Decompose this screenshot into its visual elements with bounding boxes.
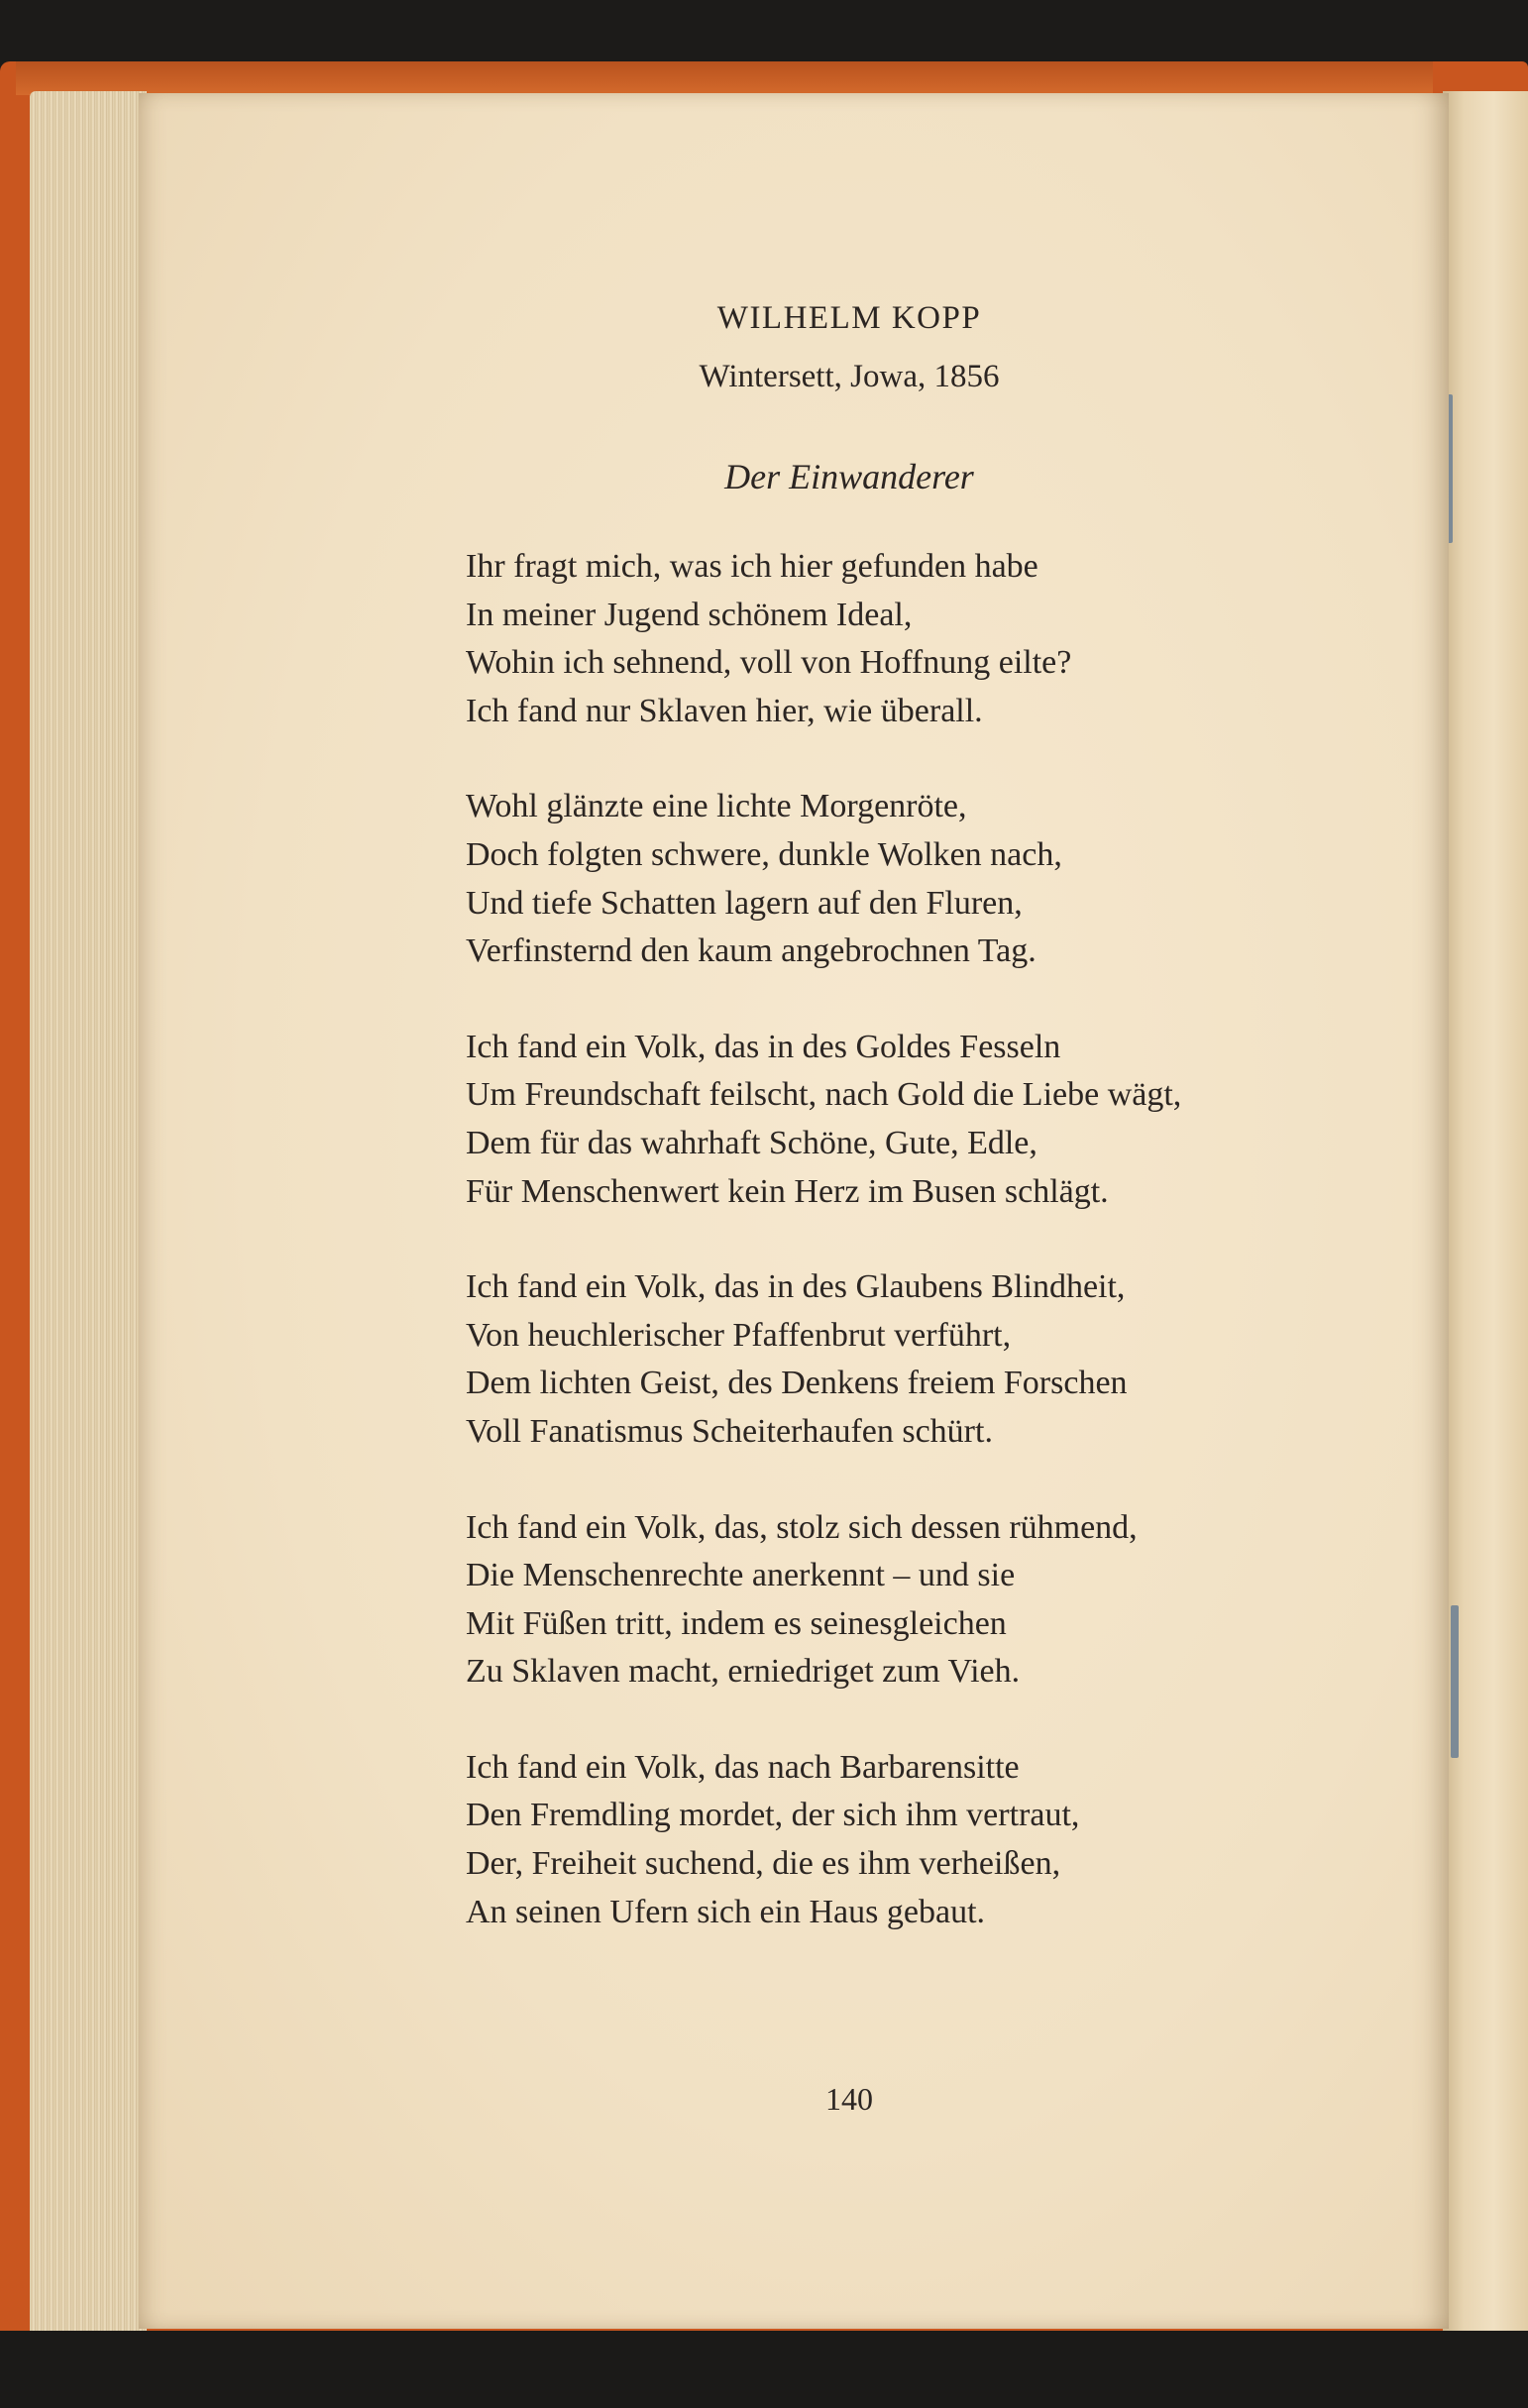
binding-tab-lower (1451, 1605, 1459, 1758)
page-number: 140 (825, 2081, 873, 2117)
poem-line: Den Fremdling mordet, der sich ihm vertraut, (466, 1797, 1080, 1834)
poem-title: Der Einwanderer (724, 457, 974, 496)
poem-line: Wohin ich sehnend, voll von Hoffnung eilte? (466, 644, 1072, 682)
poem-line: Ich fand ein Volk, das in des Goldes Fesseln (466, 1028, 1061, 1065)
poem-line: Wohl glänzte eine lichte Morgenröte, (466, 788, 967, 825)
poem-line: Um Freundschaft feilscht, nach Gold die Liebe wägt, (466, 1076, 1182, 1114)
poem-line: Voll Fanatismus Scheiterhaufen schürt. (466, 1412, 993, 1450)
stanza (466, 1024, 1358, 1216)
poem-line: An seinen Ufern sich ein Haus gebaut. (466, 1893, 986, 1930)
poem-line: In meiner Jugend schönem Ideal, (466, 596, 913, 633)
background-strip (0, 2331, 1528, 2408)
poem-line: Die Menschenrechte anerkennt – und sie (466, 1557, 1016, 1594)
book-gutter (1443, 91, 1528, 2331)
poem-line: Zu Sklaven macht, erniedriget zum Vieh. (466, 1653, 1021, 1691)
poem-line: Ich fand ein Volk, das in des Glaubens Blindheit, (466, 1268, 1126, 1306)
place-and-date: Wintersett, Jowa, 1856 (699, 359, 1000, 394)
poem-line: Der, Freiheit suchend, die es ihm verheißen, (466, 1845, 1061, 1883)
poem-line: Dem lichten Geist, des Denkens freiem Forschen (466, 1365, 1128, 1402)
poem-line: Mit Füßen tritt, indem es seinesgleichen (466, 1604, 1007, 1642)
poem-line: Dem für das wahrhaft Schöne, Gute, Edle, (466, 1124, 1037, 1161)
stanza (466, 1744, 1358, 1936)
stanza (466, 1504, 1358, 1697)
poem-line: Ich fand nur Sklaven hier, wie überall. (466, 692, 983, 729)
poem-line: Ich fand ein Volk, das nach Barbarensitte (466, 1748, 1020, 1786)
poem-line: Und tiefe Schatten lagern auf den Fluren, (466, 884, 1023, 922)
stanza (466, 1263, 1358, 1456)
poem-line: Ich fand ein Volk, das, stolz sich dessen rühmend, (466, 1508, 1138, 1546)
stanza (466, 783, 1358, 975)
poem-line: Von heuchlerischer Pfaffenbrut verführt, (466, 1316, 1012, 1354)
stanza (466, 543, 1358, 735)
poem-line: Für Menschenwert kein Herz im Busen schlägt. (466, 1172, 1109, 1210)
poem-line: Ihr fragt mich, was ich hier gefunden habe (466, 548, 1038, 585)
page-edges (30, 91, 147, 2333)
book-cover-top-edge (16, 61, 1433, 95)
author-name: WILHELM KOPP (716, 300, 982, 336)
poem-line: Verfinsternd den kaum angebrochnen Tag. (466, 932, 1037, 970)
poem-line: Doch folgten schwere, dunkle Wolken nach, (466, 835, 1062, 873)
poem-body (466, 543, 1358, 1984)
